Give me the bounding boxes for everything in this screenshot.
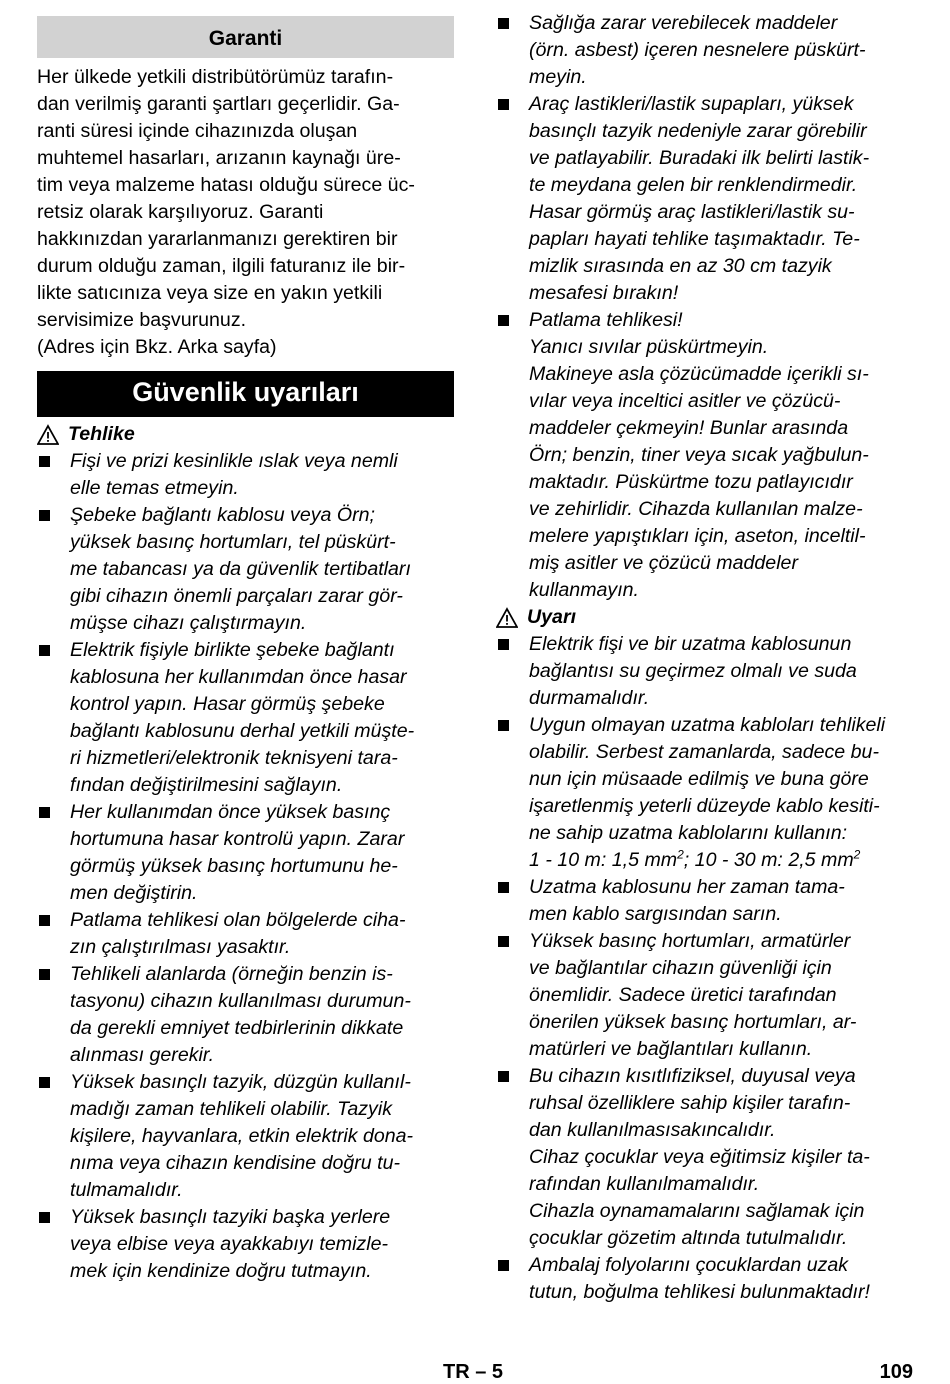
paragraph-line: Her ülkede yetkili distribütörümüz tarafın- bbox=[37, 66, 394, 88]
list-item-text: meyin. bbox=[529, 66, 587, 88]
list-item-text: ri hizmetleri/elektronik teknisyeni tara- bbox=[70, 747, 398, 769]
list-item-text: Yüksek basınçlı tazyik, düzgün kullanıl- bbox=[70, 1071, 411, 1093]
list-item-text: fından değiştirilmesini sağlayın. bbox=[70, 774, 343, 796]
bullet-square bbox=[498, 315, 509, 326]
bullet-square bbox=[39, 1212, 50, 1223]
list-item-text: Fişi ve prizi kesinlikle ıslak veya nemli bbox=[70, 450, 398, 472]
list-item-text: tasyonu) cihazın kullanılması durumun- bbox=[70, 990, 411, 1012]
list-item bbox=[496, 631, 921, 712]
list-item-text: mesafesi bırakın! bbox=[529, 282, 679, 304]
garanti-text bbox=[37, 64, 454, 361]
list-item-text: Şebeke bağlantı kablosu veya Örn; bbox=[70, 504, 375, 526]
list-item-text: hortumuna hasar kontrolü yapın. Zarar bbox=[70, 828, 405, 850]
bullet-square bbox=[498, 639, 509, 650]
bullet-square bbox=[39, 1077, 50, 1088]
list-item-text: dan kullanılmasısakıncalıdır. bbox=[529, 1119, 776, 1141]
list-item-text: men değiştirin. bbox=[70, 882, 198, 904]
list-item-text: Makineye asla çözücümadde içerikli sı- bbox=[529, 363, 869, 385]
list-item-text: ve bağlantılar cihazın güvenliği için bbox=[529, 957, 832, 979]
paragraph-line: hakkınızdan yararlanmanızı gerektiren bir bbox=[37, 228, 398, 250]
list-item-text: nun için müsaade edilmiş ve buna göre bbox=[529, 768, 869, 790]
list-item-text: Elektrik fişiyle birlikte şebeke bağlantı bbox=[70, 639, 395, 661]
list-item-text: matürleri ve bağlantıları kullanın. bbox=[529, 1038, 813, 1060]
footer-section-label: TR – 5 bbox=[443, 1361, 504, 1383]
list-item-text: kontrol yapın. Hasar görmüş şebeke bbox=[70, 693, 385, 715]
list-item bbox=[37, 1204, 454, 1285]
bullet-square bbox=[39, 510, 50, 521]
paragraph-line: ranti süresi içinde cihazınızda oluşan bbox=[37, 120, 358, 142]
list-item-text: Tehlikeli alanlarda (örneğin benzin is- bbox=[70, 963, 393, 985]
list-item-text: ve patlayabilir. Buradaki ilk belirti lastik- bbox=[529, 147, 870, 169]
list-item bbox=[37, 907, 454, 961]
list-item-text: çocuklar gözetim altında tutulmalıdır. bbox=[529, 1227, 848, 1249]
list-item-text: kablosuna her kullanımdan önce hasar bbox=[70, 666, 407, 688]
list-item-text: Patlama tehlikesi olan bölgelerde ciha- bbox=[70, 909, 406, 931]
list-item bbox=[37, 502, 454, 637]
list-item-text: veya elbise veya ayakkabıyı temizle- bbox=[70, 1233, 388, 1255]
bullet-square bbox=[498, 99, 509, 110]
danger-label: Tehlike bbox=[68, 423, 135, 445]
list-item-text: Ambalaj folyolarını çocuklardan uzak bbox=[529, 1254, 849, 1276]
list-item-text: (örn. asbest) içeren nesnelere püskürt- bbox=[529, 39, 866, 61]
list-item-text: Patlama tehlikesi! bbox=[529, 309, 683, 331]
bullet-square bbox=[39, 969, 50, 980]
list-item bbox=[496, 1252, 921, 1306]
right-danger-list bbox=[496, 10, 921, 604]
list-item-text: bağlantısı su geçirmez olmalı ve suda bbox=[529, 660, 857, 682]
list-item-text: tutun, boğulma tehlikesi bulunmaktadır! bbox=[529, 1281, 870, 1303]
list-item-text: mek için kendinize doğru tutmayın. bbox=[70, 1260, 372, 1282]
list-item-text: önemlidir. Sadece üretici tarafından bbox=[529, 984, 837, 1006]
list-item-text: elle temas etmeyin. bbox=[70, 477, 239, 499]
bullet-square bbox=[39, 915, 50, 926]
list-item-text: ve zehirlidir. Cihazda kullanılan malze- bbox=[529, 498, 863, 520]
right-column bbox=[496, 10, 921, 1306]
danger-title bbox=[37, 421, 454, 448]
list-item-text: Cihazla oynamamalarını sağlamak için bbox=[529, 1200, 865, 1222]
cable-spec-line: 1 - 10 m: 1,5 $mm^2$; 10 - 30 m: 2,5 $mm^2$ bbox=[529, 847, 861, 871]
list-item-text: rafından kullanılmamalıdır. bbox=[529, 1173, 760, 1195]
list-item-text: önerilen yüksek basınç hortumları, ar- bbox=[529, 1011, 857, 1033]
list-item-text: Sağlığa zarar verebilecek maddeler bbox=[529, 12, 838, 34]
list-item-text: Cihaz çocuklar veya eğitimsiz kişiler ta- bbox=[529, 1146, 870, 1168]
paragraph-line: likte satıcınıza veya size en yakın yetkili bbox=[37, 282, 383, 304]
list-item-text: işaretlenmiş yeterli düzeyde kablo kesiti- bbox=[529, 795, 880, 817]
list-item-text: Hasar görmüş araç lastikleri/lastik su- bbox=[529, 201, 855, 223]
list-item-text: Yanıcı sıvılar püskürtmeyin. bbox=[529, 336, 769, 358]
paragraph-line: tim veya malzeme hatası olduğu sürece üc- bbox=[37, 174, 415, 196]
list-item-text: kişilere, hayvanlara, etkin elektrik dona- bbox=[70, 1125, 414, 1147]
list-item-text: olabilir. Serbest zamanlarda, sadece bu- bbox=[529, 741, 879, 763]
paragraph-line: (Adres için Bkz. Arka sayfa) bbox=[37, 336, 277, 358]
left-column bbox=[37, 10, 454, 1285]
bullet-square bbox=[498, 18, 509, 29]
warning-label: Uyarı bbox=[527, 606, 577, 628]
list-item-text: papları hayati tehlike taşımaktadır. Te- bbox=[529, 228, 860, 250]
page-number: 109 bbox=[879, 1361, 913, 1383]
list-item bbox=[37, 799, 454, 907]
list-item-text: Elektrik fişi ve bir uzatma kablosunun bbox=[529, 633, 852, 655]
paragraph-line: muhtemel hasarları, arızanın kaynağı üre- bbox=[37, 147, 401, 169]
list-item-text: basınçlı tazyik nedeniyle zarar görebilir bbox=[529, 120, 867, 142]
paragraph-line: durum olduğu zaman, ilgili faturanız ile bir- bbox=[37, 255, 406, 277]
list-item-text: Uygun olmayan uzatma kabloları tehlikeli bbox=[529, 714, 886, 736]
list-item-text: te meydana gelen bir renklendirmedir. bbox=[529, 174, 858, 196]
bullet-square bbox=[498, 720, 509, 731]
bullet-square bbox=[498, 1260, 509, 1271]
warning-triangle-icon bbox=[37, 424, 59, 446]
list-item bbox=[496, 928, 921, 1063]
list-item-text: mizlik sırasında en az 30 cm tazyik bbox=[529, 255, 832, 277]
list-item-text: tulmamalıdır. bbox=[70, 1179, 183, 1201]
list-item-text: durmamalıdır. bbox=[529, 687, 650, 709]
list-item-text: gibi cihazın önemli parçaları zarar gör- bbox=[70, 585, 403, 607]
list-item-text: maktadır. Püskürtme tozu patlayıcıdır bbox=[529, 471, 853, 493]
list-item-text: me tabancası ya da güvenlik tertibatları bbox=[70, 558, 411, 580]
list-item-text: Araç lastikleri/lastik supapları, yüksek bbox=[529, 93, 854, 115]
list-item-text: Örn; benzin, tiner veya sıcak yağbulun- bbox=[529, 444, 869, 466]
list-item-text: yüksek basınç hortumları, tel püskürt- bbox=[70, 531, 396, 553]
list-item-text: men kablo sargısından sarın. bbox=[529, 903, 782, 925]
warning-list bbox=[496, 874, 921, 1306]
bullet-square bbox=[498, 936, 509, 947]
warning-title bbox=[496, 604, 921, 631]
list-item-text: ruhsal özelliklere sahip kişiler tarafın- bbox=[529, 1092, 851, 1114]
list-item-text: kullanmayın. bbox=[529, 579, 639, 601]
bullet-square bbox=[498, 882, 509, 893]
list-item-text: Yüksek basınç hortumları, armatürler bbox=[529, 930, 851, 952]
list-item bbox=[37, 1069, 454, 1204]
list-item bbox=[496, 10, 921, 91]
list-item bbox=[496, 712, 921, 874]
list-item bbox=[496, 1063, 921, 1252]
list-item-text: melere yapıştıkları için, aseton, inceltil- bbox=[529, 525, 866, 547]
list-item-text: görmüş yüksek basınç hortumunu he- bbox=[70, 855, 398, 877]
list-item-text: alınması gerekir. bbox=[70, 1044, 215, 1066]
list-item-text: nıma veya cihazın kendisine doğru tu- bbox=[70, 1152, 401, 1174]
list-item bbox=[496, 307, 921, 604]
warning-list bbox=[496, 631, 921, 712]
list-item-text: ne sahip uzatma kablolarını kullanın: bbox=[529, 822, 848, 844]
list-item-text: Yüksek basınçlı tazyiki başka yerlere bbox=[70, 1206, 391, 1228]
list-item-text: müşse cihazı çalıştırmayın. bbox=[70, 612, 307, 634]
list-item-text: da gerekli emniyet tedbirlerinin dikkate bbox=[70, 1017, 404, 1039]
paragraph-line: retsiz olarak karşılıyoruz. Garanti bbox=[37, 201, 324, 223]
list-item-text: madığı zaman tehlikeli olabilir. Tazyik bbox=[70, 1098, 392, 1120]
safety-heading: Güvenlik uyarıları bbox=[37, 371, 454, 417]
list-item-text: Her kullanımdan önce yüksek basınç bbox=[70, 801, 391, 823]
paragraph-line: dan verilmiş garanti şartları geçerlidir. Ga- bbox=[37, 93, 400, 115]
list-item bbox=[37, 637, 454, 799]
list-item-text: bağlantı kablosunu derhal yetkili müşte- bbox=[70, 720, 415, 742]
danger-list bbox=[37, 448, 454, 1285]
bullet-square bbox=[39, 807, 50, 818]
paragraph-line: servisimize başvurunuz. bbox=[37, 309, 247, 331]
list-item-text: miş asitler ve çözücü maddeler bbox=[529, 552, 798, 574]
bullet-square bbox=[39, 645, 50, 656]
list-item bbox=[496, 91, 921, 307]
list-item bbox=[37, 448, 454, 502]
list-item-text: zın çalıştırılması yasaktır. bbox=[70, 936, 291, 958]
list-item-text: maddeler çekmeyin! Bunlar arasında bbox=[529, 417, 849, 439]
garanti-heading: Garanti bbox=[37, 16, 454, 58]
list-item bbox=[496, 874, 921, 928]
bullet-square bbox=[498, 1071, 509, 1082]
bullet-square bbox=[39, 456, 50, 467]
list-item-text: vılar veya inceltici asitler ve çözücü- bbox=[529, 390, 841, 412]
list-item-text: Uzatma kablosunu her zaman tama- bbox=[529, 876, 845, 898]
list-item-text: Bu cihazın kısıtlıfiziksel, duyusal veya bbox=[529, 1065, 856, 1087]
list-item bbox=[37, 961, 454, 1069]
warning-triangle-icon bbox=[496, 607, 518, 629]
